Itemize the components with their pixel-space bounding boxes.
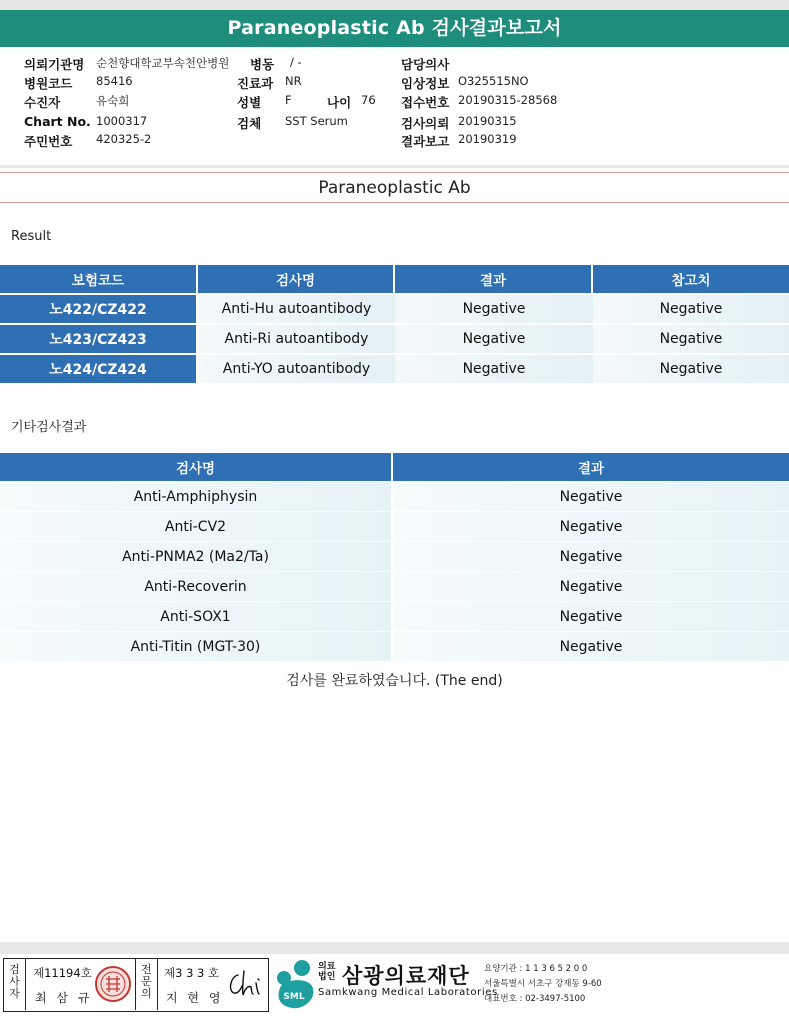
signature-box: [3, 958, 269, 1012]
info-row-2: [0, 74, 789, 93]
test-name-cell: Anti-PNMA2 (Ma2/Ta): [0, 541, 393, 571]
insurance-code-cell: 노423/CZ423: [0, 323, 198, 353]
chart-no-label: Chart No.: [24, 114, 91, 129]
section-title: Paraneoplastic Ab: [318, 178, 471, 198]
tester-name: 최 삼 규: [35, 991, 93, 1005]
result-cell: Negative: [393, 541, 789, 571]
patient-value: 유숙희: [96, 94, 130, 108]
tester-seal-icon: [94, 965, 132, 1003]
resident-no-value: 420325-2: [96, 132, 152, 146]
result-table: [0, 265, 789, 383]
other-tests-label: 기타검사결과: [11, 420, 87, 435]
reference-cell: Negative: [593, 353, 789, 383]
table-row: [0, 481, 789, 511]
header-result: 결과: [393, 453, 789, 481]
report-title: Paraneoplastic Ab 검사결과보고서: [0, 10, 789, 47]
header-insurance-code: 보험코드: [0, 265, 198, 293]
tester-label-cell: [4, 959, 26, 1010]
reference-cell: Negative: [593, 323, 789, 353]
other-results-table: [0, 453, 789, 661]
test-name-cell: Anti-SOX1: [0, 601, 393, 631]
footer-gray-band: [0, 942, 789, 954]
company-address: 서울특별시 서초구 강재동 9-60: [484, 979, 602, 989]
result-cell: Negative: [395, 293, 593, 323]
result-cell: Negative: [393, 511, 789, 541]
clinical-info-value: O325515NO: [458, 74, 529, 88]
other-table-header: [0, 453, 789, 481]
specialist-cell: [158, 959, 268, 1010]
sex-label: 성별: [237, 95, 262, 110]
result-cell: Negative: [393, 571, 789, 601]
company-phone: 대표번호 : 02-3497-5100: [484, 994, 586, 1004]
result-cell: Negative: [393, 481, 789, 511]
result-cell: Negative: [395, 323, 593, 353]
divider-red-top: [0, 172, 789, 173]
resident-no-label: 주민번호: [24, 134, 73, 149]
report-date-value: 20190319: [458, 132, 517, 146]
header-test-name: 검사명: [198, 265, 395, 293]
test-name-cell: Anti-Recoverin: [0, 571, 393, 601]
insurance-code-cell: 노424/CZ424: [0, 353, 198, 383]
table-row: [0, 601, 789, 631]
end-text: 검사를 완료하였습니다. (The end): [286, 673, 503, 689]
table-row: [0, 541, 789, 571]
ward-value: / -: [290, 55, 302, 69]
age-label: 나이: [327, 95, 352, 110]
sex-value: F: [285, 93, 292, 107]
test-name-cell: Anti-Titin (MGT-30): [0, 631, 393, 661]
insurance-code-cell: 노422/CZ422: [0, 293, 198, 323]
specialist-name: 지 현 영: [166, 991, 224, 1005]
company-legal: 의료법인: [318, 962, 336, 982]
receipt-no-label: 접수번호: [401, 95, 450, 110]
hospital-code-value: 85416: [96, 74, 133, 88]
receipt-no-value: 20190315-28568: [458, 93, 558, 107]
table-row: [0, 353, 789, 383]
table-row: [0, 571, 789, 601]
tester-cell: [26, 959, 136, 1010]
info-row-1: [0, 55, 789, 74]
test-name-cell: Anti-CV2: [0, 511, 393, 541]
table-row: [0, 511, 789, 541]
specialist-signature-icon: [224, 967, 266, 1003]
department-label: 진료과: [237, 76, 274, 91]
institution-value: 순천향대학교부속천안병원: [96, 56, 230, 70]
doctor-label: 담당의사: [401, 57, 450, 72]
institution-label: 의뢰기관명: [24, 57, 85, 72]
test-name-cell: Anti-Amphiphysin: [0, 481, 393, 511]
request-date-label: 검사의뢰: [401, 116, 450, 131]
header-reference: 참고치: [593, 265, 789, 293]
request-date-value: 20190315: [458, 114, 517, 128]
result-cell: Negative: [393, 601, 789, 631]
age-value: 76: [361, 93, 376, 107]
header-result: 결과: [395, 265, 593, 293]
info-row-5: [0, 132, 789, 151]
table-row: [0, 631, 789, 661]
tester-label: 검 사 자: [9, 963, 20, 1000]
hospital-code-label: 병원코드: [24, 76, 73, 91]
reference-cell: Negative: [593, 293, 789, 323]
department-value: NR: [285, 74, 302, 88]
chart-no-value: 1000317: [96, 114, 148, 128]
result-cell: Negative: [395, 353, 593, 383]
header-test-name: 검사명: [0, 453, 393, 481]
result-table-header: [0, 265, 789, 293]
sml-logo-text: SML: [283, 992, 305, 1002]
tester-number: 제11194호: [33, 966, 92, 980]
specimen-value: SST Serum: [285, 114, 348, 128]
company-english: Samkwang Medical Laboratories: [318, 987, 498, 998]
test-name-cell: Anti-YO autoantibody: [198, 353, 395, 383]
result-label: Result: [11, 229, 52, 244]
top-gray-band: [0, 0, 789, 10]
info-row-4: [0, 114, 789, 133]
report-date-label: 결과보고: [401, 134, 450, 149]
ward-label: 병동: [250, 57, 275, 72]
test-name-cell: Anti-Hu autoantibody: [198, 293, 395, 323]
result-cell: Negative: [393, 631, 789, 661]
specimen-label: 검체: [237, 116, 262, 131]
company-name: 삼광의료재단: [342, 964, 470, 988]
clinical-info-label: 임상정보: [401, 76, 450, 91]
test-name-cell: Anti-Ri autoantibody: [198, 323, 395, 353]
specialist-label-cell: [136, 959, 158, 1010]
table-row: [0, 293, 789, 323]
patient-label: 수진자: [24, 95, 61, 110]
company-info: [484, 962, 602, 1007]
sml-logo-icon: [272, 958, 320, 1012]
specialist-number: 제3 3 3 호: [164, 966, 220, 980]
care-code: 요양기관 : 1 1 3 6 5 2 0 0: [484, 964, 588, 974]
patient-info-block: [0, 53, 789, 163]
specialist-label: 전 문 의: [141, 963, 152, 1000]
divider-gray: [0, 165, 789, 168]
info-row-3: [0, 93, 789, 112]
divider-red-bottom: [0, 202, 789, 203]
table-row: [0, 323, 789, 353]
